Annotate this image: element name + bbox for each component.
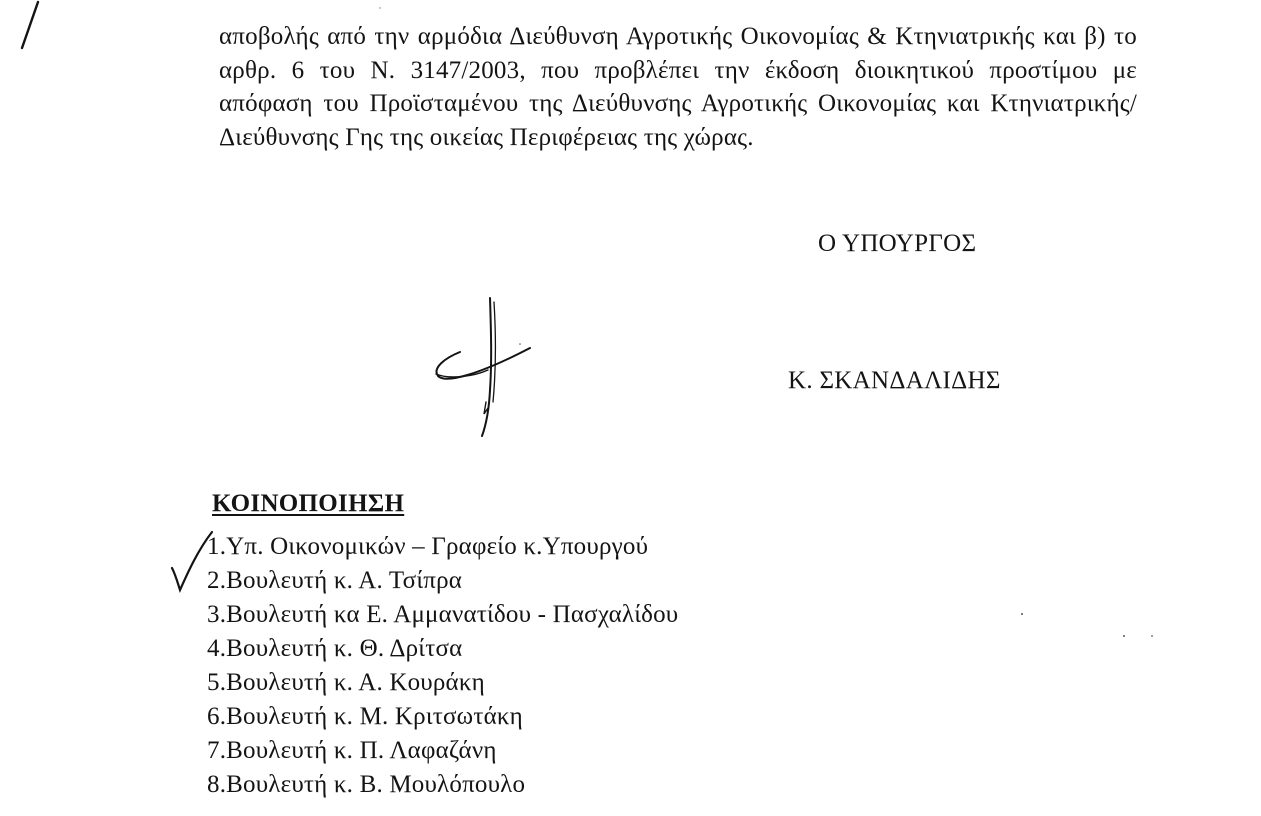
minister-name: Κ. ΣΚΑΝΔΑΛΙΔΗΣ bbox=[788, 367, 1001, 394]
list-item: 6.Βουλευτή κ. Μ. Κριτσωτάκη bbox=[207, 703, 523, 730]
recipients-list bbox=[207, 530, 678, 802]
list-item: 5.Βουλευτή κ. Α. Κουράκη bbox=[207, 669, 485, 696]
list-item: 1.Υπ. Οικονομικών – Γραφείο κ.Υπουργού bbox=[207, 533, 649, 560]
notification-heading: ΚΟΙΝΟΠΟΙΗΣΗ bbox=[212, 490, 405, 517]
minister-title: Ο ΥΠΟΥΡΓΟΣ bbox=[818, 230, 977, 257]
pen-stroke-icon bbox=[10, 0, 50, 60]
body-paragraph: αποβολής από την αρμόδια Διεύθυνση Αγροτικής Οικονομίας & Κτηνιατρικής και β) το αρθρ. 6 του Ν. 3147/2003, που προβλέπει την έκδοση διοικητικού προστίμου με απόφαση του Προϊσταμένου της Διεύθυνσης Αγροτικής Οικονομίας και Κτηνιατρικής/Διεύθυνσης Γης της οικείας Περιφέρειας της χώρας. bbox=[219, 23, 1137, 151]
signature-icon bbox=[420, 290, 550, 440]
list-item: 7.Βουλευτή κ. Π. Λαφαζάνη bbox=[207, 737, 497, 764]
list-item: 4.Βουλευτή κ. Θ. Δρίτσα bbox=[207, 635, 463, 662]
list-item: 3.Βουλευτή κα Ε. Αμμανατίδου - Πασχαλίδου bbox=[207, 601, 679, 628]
list-item: 8.Βουλευτή κ. Β. Μουλόπουλο bbox=[207, 771, 526, 798]
list-item: 2.Βουλευτή κ. Α. Τσίπρα bbox=[207, 567, 463, 594]
